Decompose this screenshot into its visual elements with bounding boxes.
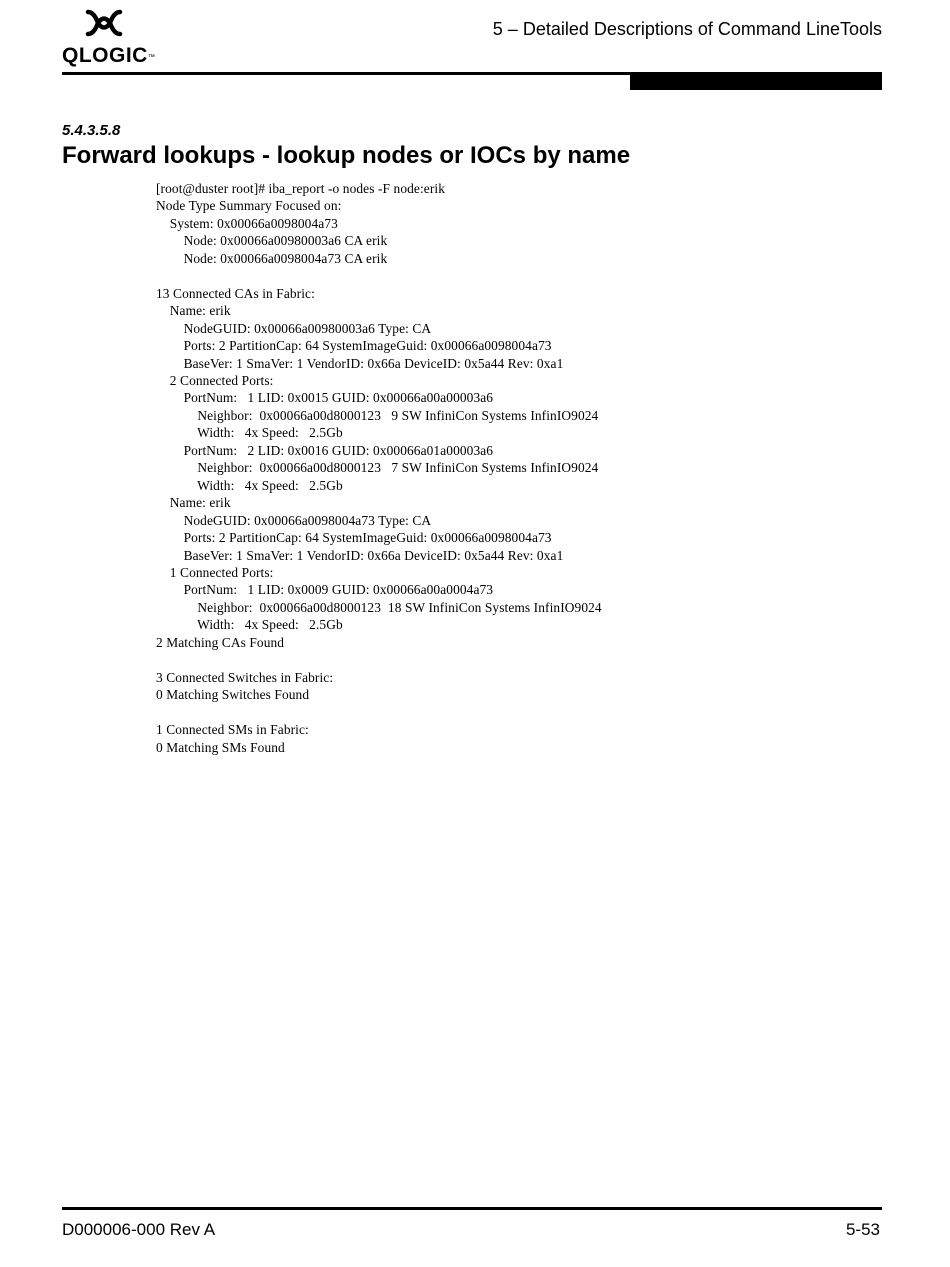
code-line: Node: 0x00066a0098004a73 CA erik — [156, 250, 388, 266]
code-line: Neighbor: 0x00066a00d8000123 18 SW InfiniCon Systems InfinIO9024 — [156, 599, 602, 615]
code-line: 13 Connected CAs in Fabric: — [156, 285, 315, 301]
code-line: Name: erik — [156, 495, 231, 511]
chapter-header: 5 – Detailed Descriptions of Command LineTools — [492, 19, 882, 39]
document-id: D000006-000 Rev A — [62, 1220, 216, 1239]
code-line: 2 Matching CAs Found — [156, 634, 285, 650]
code-line: Width: 4x Speed: 2.5Gb — [156, 425, 343, 441]
page-number: 5-53 — [845, 1220, 880, 1239]
code-line: Ports: 2 PartitionCap: 64 SystemImageGuid: 0x00066a0098004a73 — [156, 530, 552, 546]
code-line: 2 Connected Ports: — [156, 372, 274, 388]
code-line: PortNum: 2 LID: 0x0016 GUID: 0x00066a01a00003a6 — [156, 442, 494, 458]
code-line: 1 Connected SMs in Fabric: — [156, 722, 309, 738]
logo-wordmark: QLOGIC™ — [62, 44, 156, 67]
section-number: 5.4.3.5.8 — [62, 122, 121, 139]
code-line: Ports: 2 PartitionCap: 64 SystemImageGuid: 0x00066a0098004a73 — [156, 338, 552, 354]
code-line: BaseVer: 1 SmaVer: 1 VendorID: 0x66a DeviceID: 0x5a44 Rev: 0xa1 — [156, 547, 564, 563]
code-line: PortNum: 1 LID: 0x0015 GUID: 0x00066a00a00003a6 — [156, 390, 494, 406]
header-rule-block — [630, 75, 882, 90]
code-line: Neighbor: 0x00066a00d8000123 7 SW InfiniCon Systems InfinIO9024 — [156, 460, 599, 476]
code-line: 0 Matching SMs Found — [156, 739, 285, 755]
code-line: 3 Connected Switches in Fabric: — [156, 669, 334, 685]
code-line: PortNum: 1 LID: 0x0009 GUID: 0x00066a00a0004a73 — [156, 582, 494, 598]
code-line: Width: 4x Speed: 2.5Gb — [156, 617, 343, 633]
code-line: Name: erik — [156, 303, 231, 319]
code-line: Width: 4x Speed: 2.5Gb — [156, 477, 343, 493]
footer-rule — [62, 1207, 882, 1210]
section-title: Forward lookups - lookup nodes or IOCs by name — [62, 142, 631, 169]
qlogic-logo — [62, 8, 156, 67]
code-line: System: 0x00066a0098004a73 — [156, 215, 338, 231]
code-line: [root@duster root]# iba_report -o nodes -F node:erik — [156, 181, 445, 196]
code-line: BaseVer: 1 SmaVer: 1 VendorID: 0x66a DeviceID: 0x5a44 Rev: 0xa1 — [156, 355, 564, 371]
code-line: 0 Matching Switches Found — [156, 687, 310, 703]
code-line: NodeGUID: 0x00066a0098004a73 Type: CA — [156, 512, 432, 528]
code-line: Node Type Summary Focused on: — [156, 198, 342, 214]
code-line: Node: 0x00066a00980003a6 CA erik — [156, 233, 388, 249]
code-line: NodeGUID: 0x00066a00980003a6 Type: CA — [156, 320, 432, 336]
command-output-block — [156, 180, 602, 756]
code-line: 1 Connected Ports: — [156, 564, 274, 580]
qlogic-logo-icon — [82, 8, 126, 38]
code-line: Neighbor: 0x00066a00d8000123 9 SW InfiniCon Systems InfinIO9024 — [156, 407, 599, 423]
